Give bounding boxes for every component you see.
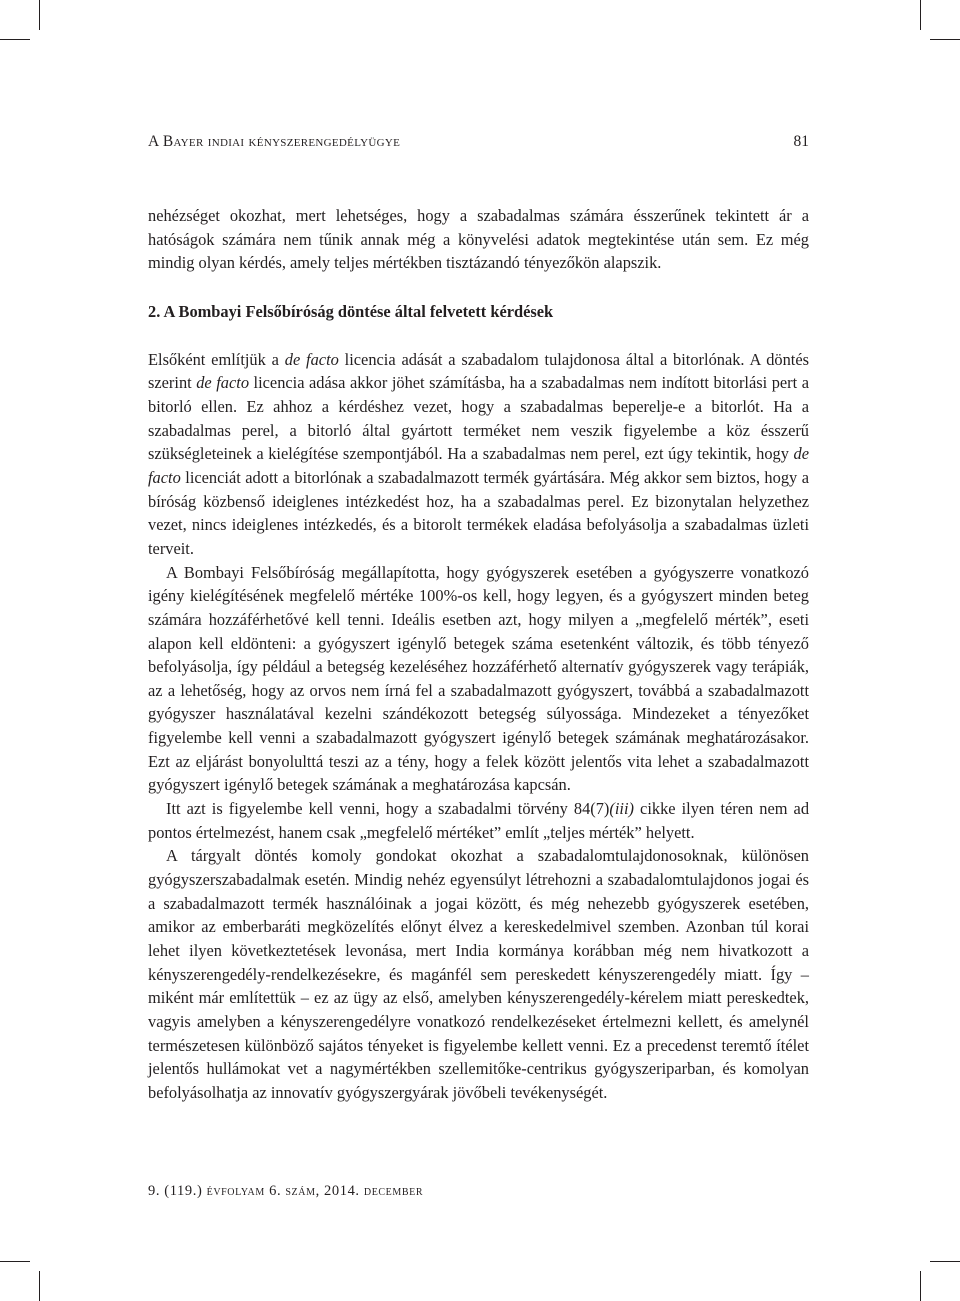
crop-mark-top-right-h: [930, 39, 960, 40]
p1-text-c: licencia adása akkor jöhet számításba, ha a szabadalmas nem indított bitorlási pert a bitorló ellen. Ez ahhoz a kérdéshez vezet, hogy a szabadalmas beperelje-e a bitorlót. Ha a szabadalmas perel, a bitorló által gyártott terméket nem veszik figyelembe a köz ésszerű szükségleteinek a kielégítése szempontjából. Ha a szabadalmas nem perel, ezt úgy tekintik, hogy: [148, 373, 809, 464]
p3-text-a: Itt azt is figyelembe kell venni, hogy a szabadalmi törvény 84(7): [166, 799, 610, 819]
paragraph-2: A Bombayi Felsőbíróság megállapította, hogy gyógyszerek esetében a gyógyszerre vonatkozó igény kielégítésének megfelelő mértéke 100%-os kell, hogy legyen, és a gyógyszert minden beteg számára hozzáférhetővé kell tenni. Ideális esetben azt, hogy milyen a „megfelelő mérték”, eseti alapon kell eldönteni: a gyógyszert igénylő betegek száma esetenként változik, és több tényező befolyásolja, így például a betegség kezeléséhez hozzáférhető alternatív gyógyszerek vagy terápiák, az a lehetőség, hogy az orvos nem írná fel a szabadalmazott gyógyszert, továbbá a szabadalmazott gyógyszer használatával kezelni szándékozott betegség súlyossága. Mindezeket a tényezőket figyelembe kell venni a szabadalmazott gyógyszert igénylő betegek számának meghatározásakor. Ezt az eljárást bonyolulttá teszi az a tény, hogy a felek között jelentős vita lehet a szabadalmazott gyógyszert igénylő betegek számának a meghatározása kapcsán.: [148, 562, 809, 795]
p3-text-b: cikke ilyen téren nem ad pontos értelmezést, hanem csak „megfelelő mértéket” említ „teljes mérték” helyett.: [148, 799, 810, 842]
p1-text-b: licencia adását a szabadalom tulajdonosa által a bitorlónak. A döntés szerint: [148, 349, 809, 393]
p1-text-a: Elsőként említjük a: [148, 349, 285, 369]
p1-italic-de-facto-2: de facto: [196, 373, 250, 393]
crop-mark-bottom-left-h: [0, 1261, 30, 1262]
p3-italic-iii: (iii): [609, 799, 634, 819]
crop-mark-bottom-left: [39, 1271, 40, 1301]
crop-mark-bottom-right: [920, 1271, 921, 1301]
p1-italic-de-facto-1: de facto: [284, 349, 339, 369]
crop-mark-top-left: [39, 0, 40, 30]
crop-mark-top-right: [920, 0, 921, 30]
paragraph-1: [148, 348, 809, 561]
p1-italic-de-facto-3: de facto: [148, 444, 809, 487]
page-number: 81: [793, 133, 809, 150]
paragraph-intro: nehézséget okozhat, mert lehetséges, hogy a szabadalmas számára ésszerűnek tekintett ár a hatóságok számára nem tűnik annak még a könyvelési adatok megtekintése után sem. Ez még mindig olyan kérdés, amely teljes mértékben tisztázandó tényezőkön alapszik.: [148, 206, 809, 273]
article-body: [148, 204, 809, 1105]
running-head: [148, 133, 809, 151]
crop-mark-top-left-h: [0, 39, 30, 40]
p1-text-d: licenciát adott a bitorlónak a szabadalmazott termék gyártására. Még akkor sem biztos, hogy a bíróság közbenső ideiglenes intézkedést hoz, ha a szabadalmas perel. Ez bizonytalan helyzethez vezet, nincs ideiglenes intézkedés, és a bitorolt termékek eladása befolyásolja a szabadalmas üzleti terveit.: [148, 467, 809, 558]
paragraph-4: A tárgyalt döntés komoly gondokat okozhat a szabadalomtulajdonosoknak, különösen gyógyszerszabadalmak esetén. Mindig nehéz egyensúlyt létrehozni a szabadalomtulajdonos jogai és a szabadalmazott termék használóinak a jogai között, és még nehezebb gyógyszerek esetében, amikor az emberbaráti megközelítés előnyt élvez a kereskedelmivel szemben. Azonban túl korai lehet ilyen következtetések levonása, mert India kormánya korábban még nem hivatkozott a kényszerengedély-rendelkezésekre, és magánfél sem pereskedett kényszerengedély miatt. Így – miként már említettük – ez az ügy az első, amelyben kényszerengedély-kérelem miatt pereskedtek, vagyis amelyben a kényszerengedélyre vonatkozó rendelkezéseket értelmezni kellett, és amelynél természetesen különböző sajátos tényeket is figyelembe kellett venni. Ez a precedenst teremtő ítélet jelentős hullámokat vet a nagymértékben szellemitőke-centrikus gyógyszeriparban, és komolyan befolyásolhatja az innovatív gyógyszergyárak jövőbeli tevékenységét.: [148, 846, 809, 1102]
page-footer: 9. (119.) évfolyam 6. szám, 2014. december: [148, 1183, 424, 1199]
section-heading: 2. A Bombayi Felsőbíróság döntése által felvetett kérdések: [148, 301, 554, 321]
crop-mark-bottom-right-h: [930, 1261, 960, 1262]
running-head-title: A Bayer indiai kényszerengedélyügye: [148, 133, 401, 150]
paragraph-3: [148, 797, 809, 844]
